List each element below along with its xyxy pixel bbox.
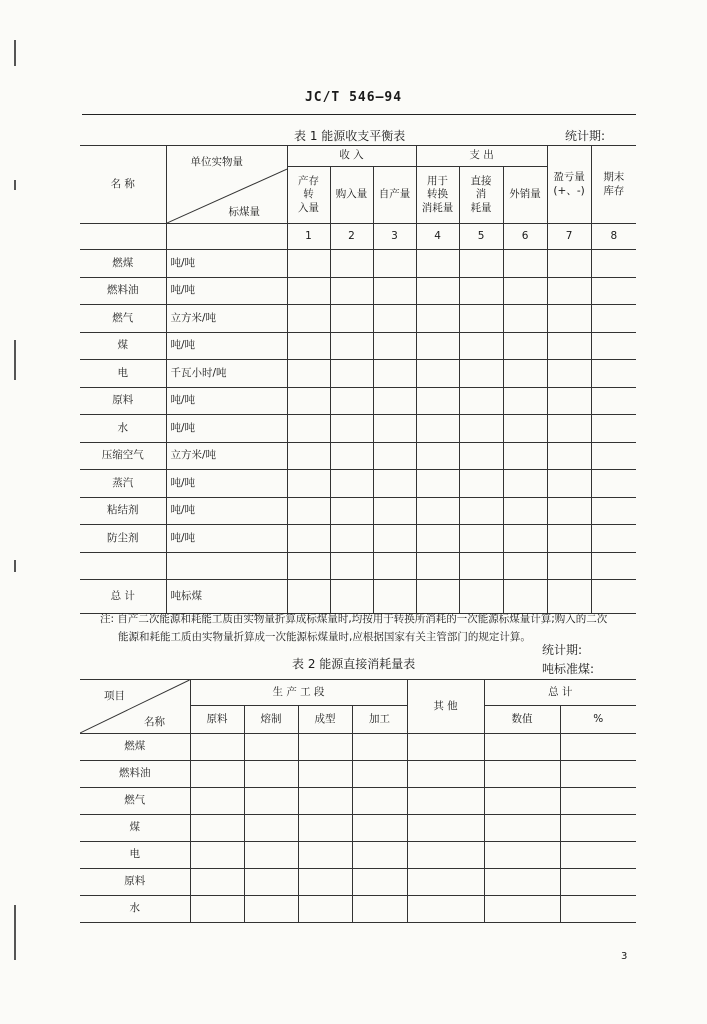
t1-value-cell <box>373 497 416 525</box>
t1-value-cell <box>591 332 636 360</box>
t1-row-name: 蒸汽 <box>80 470 166 498</box>
t1-row-unit: 千瓦小时/吨 <box>166 360 287 388</box>
t2-value-cell <box>560 815 636 842</box>
t1-unit-header <box>166 146 287 224</box>
t1-value-cell <box>373 552 416 580</box>
t2-value-cell <box>407 734 484 761</box>
note-line-1: 注: 自产二次能源和耗能工质由实物量折算成标煤量时,均按用于转换所消耗的一次能源标煤量计算;购入的二次 <box>100 613 608 625</box>
t1-row-unit: 立方米/吨 <box>166 442 287 470</box>
table-row <box>80 869 636 896</box>
t1-value-cell <box>287 277 330 305</box>
t2-value-cell <box>560 896 636 923</box>
t1-row-name: 总 计 <box>80 580 166 614</box>
t2-production-header: 生 产 工 段 <box>190 680 407 706</box>
t1-row-name: 燃料油 <box>80 277 166 305</box>
t1-value-cell <box>287 332 330 360</box>
t1-value-cell <box>459 470 503 498</box>
t1-value-cell <box>591 497 636 525</box>
t1-value-cell <box>416 250 459 278</box>
t1-value-cell <box>330 277 373 305</box>
t1-value-cell <box>591 470 636 498</box>
t2-col-processing: 加工 <box>352 706 407 734</box>
t1-col-conversion: 用于 转换 消耗量 <box>416 167 459 224</box>
t1-expense-header: 支 出 <box>416 146 547 167</box>
t2-value-cell <box>244 761 298 788</box>
t1-value-cell <box>547 442 591 470</box>
table-row <box>80 387 636 415</box>
t1-value-cell <box>503 250 547 278</box>
table-row <box>80 250 636 278</box>
t1-value-cell <box>330 415 373 443</box>
t1-row-name: 原料 <box>80 387 166 415</box>
t1-value-cell <box>591 250 636 278</box>
t2-row-name: 煤 <box>80 815 190 842</box>
t1-value-cell <box>373 360 416 388</box>
t2-value-cell <box>560 734 636 761</box>
t1-row-unit: 吨/吨 <box>166 332 287 360</box>
t2-value-cell <box>560 761 636 788</box>
t1-value-cell <box>287 360 330 388</box>
t1-value-cell <box>287 525 330 553</box>
t1-value-cell <box>373 415 416 443</box>
t2-name-label: 名称 <box>144 716 165 728</box>
t2-value-cell <box>190 761 244 788</box>
t1-value-cell <box>591 415 636 443</box>
t1-value-cell <box>287 470 330 498</box>
table-row <box>80 415 636 443</box>
t2-value-cell <box>352 734 407 761</box>
t1-value-cell <box>547 580 591 614</box>
t1-value-cell <box>591 552 636 580</box>
t2-col-percent: % <box>560 706 636 734</box>
t1-row-name: 电 <box>80 360 166 388</box>
t2-row-name: 燃气 <box>80 788 190 815</box>
t1-value-cell <box>459 497 503 525</box>
t2-row-name: 水 <box>80 896 190 923</box>
t1-value-cell <box>373 250 416 278</box>
direct-consumption-table <box>80 679 636 923</box>
t2-value-cell <box>352 896 407 923</box>
t1-value-cell <box>416 360 459 388</box>
t1-value-cell <box>287 415 330 443</box>
t2-row-name: 燃料油 <box>80 761 190 788</box>
t1-col-number: 6 <box>503 224 547 250</box>
t1-col-number: 4 <box>416 224 459 250</box>
t2-value-cell <box>244 788 298 815</box>
t1-value-cell <box>330 525 373 553</box>
t2-value-cell <box>484 869 560 896</box>
t2-value-cell <box>352 761 407 788</box>
table-row <box>80 442 636 470</box>
t1-value-cell <box>503 552 547 580</box>
t1-value-cell <box>459 525 503 553</box>
t1-value-cell <box>459 552 503 580</box>
t1-value-cell <box>373 305 416 333</box>
t2-value-cell <box>407 869 484 896</box>
t1-value-cell <box>330 497 373 525</box>
t1-col-transfer-in: 产存 转 入量 <box>287 167 330 224</box>
t1-value-cell <box>373 387 416 415</box>
t2-value-cell <box>190 815 244 842</box>
t1-value-cell <box>416 415 459 443</box>
t2-value-cell <box>407 815 484 842</box>
t2-value-cell <box>298 734 352 761</box>
t1-value-cell <box>591 442 636 470</box>
t1-value-cell <box>591 387 636 415</box>
table2-unit-label: 吨标准煤: <box>542 662 595 676</box>
t1-value-cell <box>459 305 503 333</box>
t2-value-cell <box>244 734 298 761</box>
t1-value-cell <box>459 442 503 470</box>
t2-value-cell <box>407 842 484 869</box>
t1-value-cell <box>330 332 373 360</box>
t1-value-cell <box>547 332 591 360</box>
t1-value-cell <box>330 580 373 614</box>
t2-value-cell <box>190 869 244 896</box>
t1-value-cell <box>591 360 636 388</box>
t1-value-cell <box>330 250 373 278</box>
table-row <box>80 761 636 788</box>
t1-row-unit: 吨标煤 <box>166 580 287 614</box>
t1-row-name: 压缩空气 <box>80 442 166 470</box>
t1-value-cell <box>503 580 547 614</box>
t1-col-number: 8 <box>591 224 636 250</box>
table1-caption: 表 1 能源收支平衡表 <box>294 129 406 143</box>
t2-value-cell <box>244 815 298 842</box>
header-rule <box>82 114 636 115</box>
t2-row-name: 燃煤 <box>80 734 190 761</box>
t1-value-cell <box>287 497 330 525</box>
t2-value-cell <box>484 842 560 869</box>
t1-income-header: 收 入 <box>287 146 416 167</box>
t2-col-forming: 成型 <box>298 706 352 734</box>
t1-column-number-row <box>80 224 636 250</box>
margin-mark <box>14 180 16 190</box>
t1-stock-header: 期末 库存 <box>591 146 636 224</box>
t1-row-name <box>80 552 166 580</box>
t1-value-cell <box>416 525 459 553</box>
t1-balance-header: 盈亏量 (+、-) <box>547 146 591 224</box>
t1-value-cell <box>287 442 330 470</box>
t1-value-cell <box>503 277 547 305</box>
t1-value-cell <box>503 525 547 553</box>
t1-value-cell <box>373 442 416 470</box>
t2-value-cell <box>407 788 484 815</box>
energy-balance-table <box>80 145 636 614</box>
t1-value-cell <box>416 387 459 415</box>
t1-value-cell <box>416 580 459 614</box>
t1-value-cell <box>503 442 547 470</box>
margin-mark <box>14 40 16 66</box>
t1-row-unit: 吨/吨 <box>166 250 287 278</box>
t1-col-purchase: 购入量 <box>330 167 373 224</box>
t1-col-export: 外销量 <box>503 167 547 224</box>
t2-value-cell <box>352 842 407 869</box>
t1-unit-bottom-label: 标煤量 <box>228 206 260 218</box>
table2-period-label: 统计期: <box>542 643 583 657</box>
t1-value-cell <box>459 332 503 360</box>
t1-value-cell <box>503 360 547 388</box>
t1-row-name: 燃气 <box>80 305 166 333</box>
t1-value-cell <box>459 360 503 388</box>
table-row <box>80 815 636 842</box>
t2-value-cell <box>190 842 244 869</box>
t1-unit-top-label: 单位实物量 <box>190 156 243 168</box>
t1-row-unit: 吨/吨 <box>166 415 287 443</box>
t2-value-cell <box>484 788 560 815</box>
t1-value-cell <box>330 305 373 333</box>
margin-mark <box>14 905 16 960</box>
table-row <box>80 896 636 923</box>
t1-value-cell <box>547 387 591 415</box>
t2-value-cell <box>190 734 244 761</box>
t1-value-cell <box>416 277 459 305</box>
t1-value-cell <box>591 525 636 553</box>
t1-row-unit: 吨/吨 <box>166 470 287 498</box>
t1-blank-cell <box>166 224 287 250</box>
t1-value-cell <box>330 442 373 470</box>
t2-value-cell <box>190 896 244 923</box>
t2-value-cell <box>298 761 352 788</box>
t1-value-cell <box>547 277 591 305</box>
t1-value-cell <box>330 360 373 388</box>
t1-value-cell <box>287 387 330 415</box>
t2-total-header: 总 计 <box>484 680 636 706</box>
table-row <box>80 788 636 815</box>
table-row <box>80 277 636 305</box>
t1-value-cell <box>547 250 591 278</box>
t1-col-direct-consumption: 直接 消 耗量 <box>459 167 503 224</box>
t1-value-cell <box>503 332 547 360</box>
t1-value-cell <box>503 305 547 333</box>
t1-value-cell <box>459 277 503 305</box>
t2-item-label: 项目 <box>104 690 125 702</box>
t1-value-cell <box>459 415 503 443</box>
t2-col-value: 数值 <box>484 706 560 734</box>
table-row <box>80 360 636 388</box>
t1-value-cell <box>503 497 547 525</box>
t1-value-cell <box>459 580 503 614</box>
table-row <box>80 552 636 580</box>
t1-row-unit: 吨/吨 <box>166 525 287 553</box>
t1-col-number: 2 <box>330 224 373 250</box>
t1-value-cell <box>287 250 330 278</box>
t1-value-cell <box>591 277 636 305</box>
t2-value-cell <box>298 896 352 923</box>
t1-row-name: 燃煤 <box>80 250 166 278</box>
t1-value-cell <box>287 580 330 614</box>
t1-value-cell <box>547 552 591 580</box>
t1-value-cell <box>547 470 591 498</box>
t1-value-cell <box>287 552 330 580</box>
t2-value-cell <box>560 788 636 815</box>
t1-row-unit: 吨/吨 <box>166 277 287 305</box>
t1-name-header: 名 称 <box>80 146 166 224</box>
t2-value-cell <box>298 869 352 896</box>
t2-value-cell <box>407 761 484 788</box>
margin-mark <box>14 560 16 572</box>
t1-row-name: 防尘剂 <box>80 525 166 553</box>
t1-value-cell <box>373 580 416 614</box>
t1-value-cell <box>547 305 591 333</box>
t1-col-number: 5 <box>459 224 503 250</box>
t1-value-cell <box>416 470 459 498</box>
table-row <box>80 470 636 498</box>
t2-value-cell <box>298 842 352 869</box>
t1-value-cell <box>416 497 459 525</box>
t1-value-cell <box>287 305 330 333</box>
t1-value-cell <box>373 277 416 305</box>
t1-value-cell <box>503 415 547 443</box>
t1-row-name: 水 <box>80 415 166 443</box>
t1-value-cell <box>591 305 636 333</box>
t2-value-cell <box>560 869 636 896</box>
t2-value-cell <box>298 788 352 815</box>
t2-value-cell <box>484 896 560 923</box>
t2-value-cell <box>244 842 298 869</box>
t2-value-cell <box>484 734 560 761</box>
table-row <box>80 332 636 360</box>
t1-value-cell <box>503 387 547 415</box>
t1-value-cell <box>547 525 591 553</box>
t1-col-number: 1 <box>287 224 330 250</box>
t1-value-cell <box>330 552 373 580</box>
t1-value-cell <box>416 305 459 333</box>
table-row <box>80 580 636 614</box>
t1-value-cell <box>547 360 591 388</box>
t1-value-cell <box>330 387 373 415</box>
t2-value-cell <box>352 815 407 842</box>
t1-row-name: 粘结剂 <box>80 497 166 525</box>
note-line-2: 能源和耗能工质由实物量折算成一次能源标煤量时,应根据国家有关主管部门的规定计算。 <box>118 631 531 643</box>
t1-value-cell <box>416 552 459 580</box>
t1-col-self-produced: 自产量 <box>373 167 416 224</box>
t1-col-number: 7 <box>547 224 591 250</box>
t2-value-cell <box>407 896 484 923</box>
t1-row-unit: 吨/吨 <box>166 387 287 415</box>
table-row <box>80 842 636 869</box>
table-row <box>80 497 636 525</box>
table1-period-label: 统计期: <box>565 129 606 143</box>
table-row <box>80 734 636 761</box>
t1-blank-cell <box>80 224 166 250</box>
t2-item-header <box>80 680 190 734</box>
t1-value-cell <box>373 332 416 360</box>
t1-row-unit: 立方米/吨 <box>166 305 287 333</box>
t2-value-cell <box>484 761 560 788</box>
t1-value-cell <box>373 470 416 498</box>
t2-value-cell <box>560 842 636 869</box>
t1-value-cell <box>503 470 547 498</box>
t2-col-raw-material: 原料 <box>190 706 244 734</box>
t2-value-cell <box>352 869 407 896</box>
page-number: 3 <box>621 951 628 962</box>
t1-value-cell <box>547 415 591 443</box>
table-row <box>80 525 636 553</box>
t1-value-cell <box>591 580 636 614</box>
t1-value-cell <box>416 442 459 470</box>
t2-col-melting: 熔制 <box>244 706 298 734</box>
t2-value-cell <box>190 788 244 815</box>
t2-other-header: 其 他 <box>407 680 484 734</box>
t1-value-cell <box>459 387 503 415</box>
t2-value-cell <box>484 815 560 842</box>
t1-value-cell <box>547 497 591 525</box>
margin-mark <box>14 340 16 380</box>
table-row <box>80 305 636 333</box>
t1-value-cell <box>330 470 373 498</box>
t2-value-cell <box>298 815 352 842</box>
t2-value-cell <box>352 788 407 815</box>
document-code: JC/T 546—94 <box>304 90 403 105</box>
t1-col-number: 3 <box>373 224 416 250</box>
t1-value-cell <box>416 332 459 360</box>
t1-value-cell <box>373 525 416 553</box>
t1-row-name: 煤 <box>80 332 166 360</box>
t1-row-unit: 吨/吨 <box>166 497 287 525</box>
t1-row-unit <box>166 552 287 580</box>
table2-caption: 表 2 能源直接消耗量表 <box>292 657 416 671</box>
t1-value-cell <box>459 250 503 278</box>
t2-row-name: 电 <box>80 842 190 869</box>
t2-row-name: 原料 <box>80 869 190 896</box>
t2-value-cell <box>244 869 298 896</box>
t2-value-cell <box>244 896 298 923</box>
